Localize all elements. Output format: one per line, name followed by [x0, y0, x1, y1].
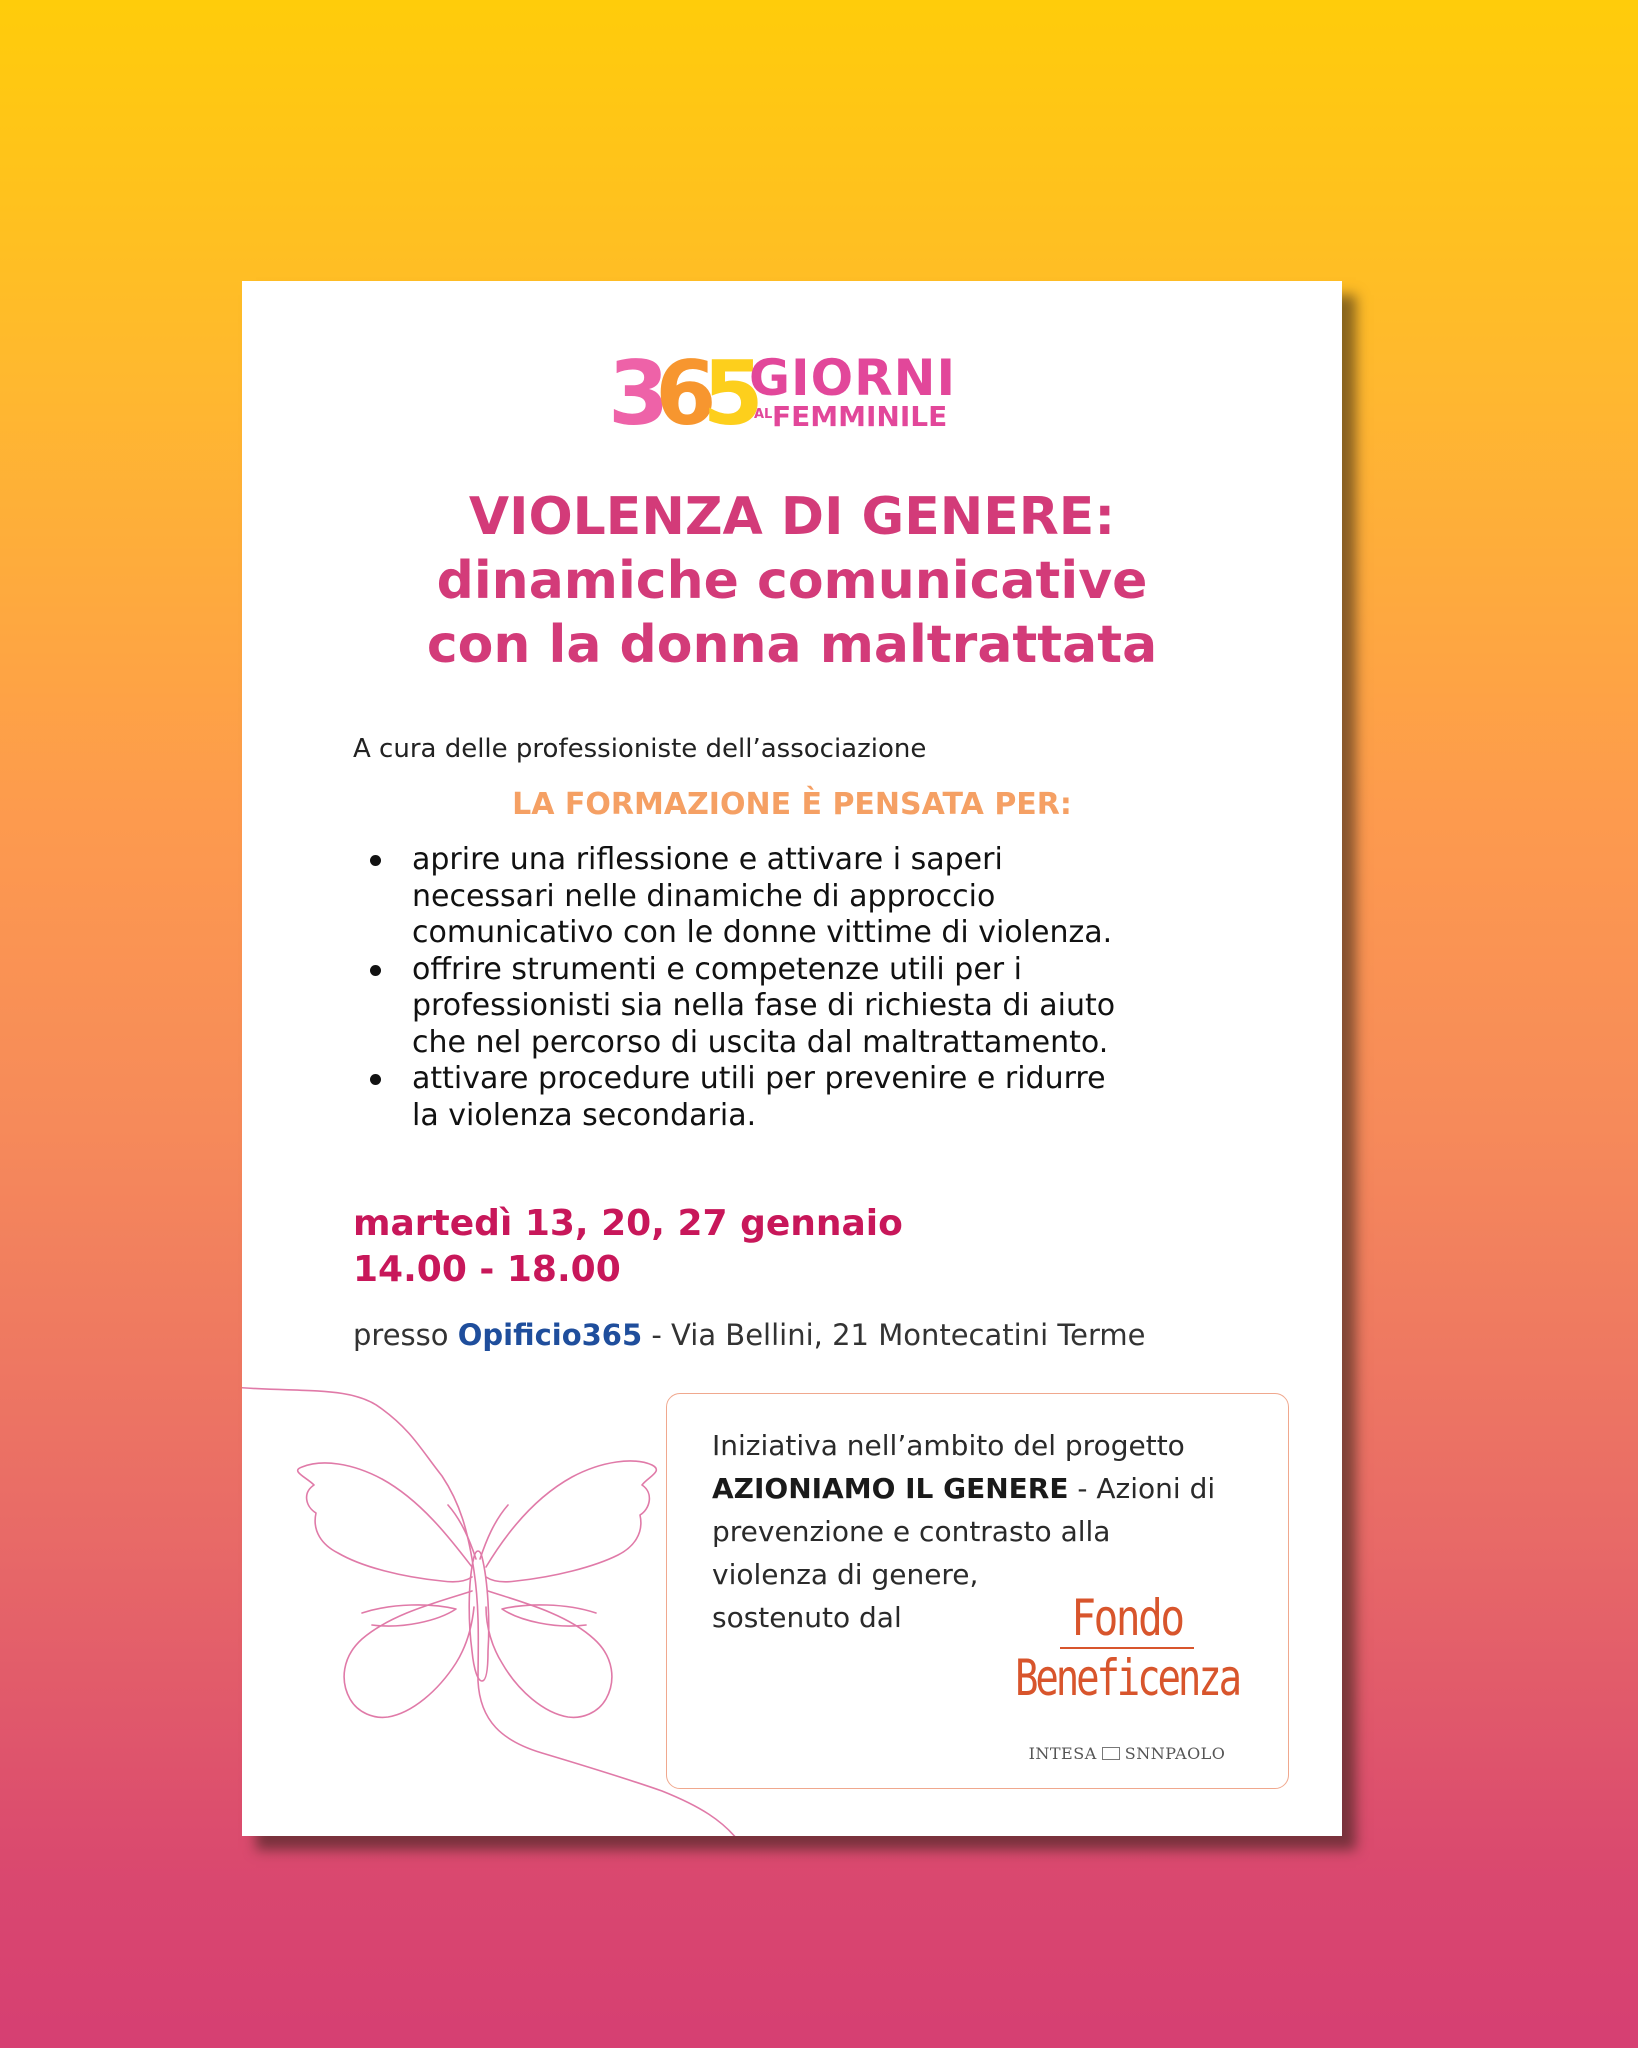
fondo-beneficenza-logo [1007, 1589, 1247, 1707]
venue-place: Opificio365 [457, 1318, 643, 1352]
project-line-2 [712, 1467, 1272, 1510]
logo-365-giorni [608, 344, 978, 444]
event-flyer [242, 281, 1342, 1836]
bullet-icon [370, 965, 381, 976]
logo-word-fondo: Fondo [1071, 1589, 1183, 1647]
project-line-1: Iniziativa nell’ambito del progetto [712, 1429, 1185, 1462]
event-hours: 14.00 - 18.00 [353, 1249, 621, 1290]
logo-word-al: AL [754, 407, 773, 422]
list-item-line: aprire una riflessione e attivare i saperi [412, 842, 1003, 877]
logo-digit-5: 5 [702, 342, 750, 445]
logo-word-giorni: GIORNI [749, 349, 957, 407]
list-item [370, 1061, 1240, 1134]
project-name: AZIONIAMO IL GENERE [712, 1472, 1069, 1505]
event-schedule [353, 1201, 903, 1293]
logo-digit-6: 6 [655, 342, 703, 445]
list-item-line: attivare procedure utili per prevenire e ridurre [412, 1061, 1106, 1096]
project-info-box [666, 1393, 1289, 1789]
flyer-title [242, 485, 1342, 677]
venue-prefix: presso [353, 1318, 449, 1352]
project-line-3: prevenzione e contrasto alla [712, 1515, 1111, 1548]
intesa-sanpaolo-logo [1007, 1744, 1247, 1764]
list-item-line: offrire strumenti e competenze utili per i [412, 951, 1022, 987]
list-item [370, 842, 1240, 952]
list-item [370, 952, 1240, 1062]
logo-word-beneficenza: Beneficenza [1015, 1648, 1239, 1707]
bullet-icon [370, 1074, 381, 1085]
title-line-1: VIOLENZA DI GENERE: [468, 487, 1116, 547]
event-days: martedì 13, 20, 27 gennaio [353, 1203, 903, 1244]
list-item-line: comunicativo con le donne vittime di violenza. [412, 915, 1113, 950]
list-item-line: professionisti sia nella fase di richiesta di aiuto [412, 988, 1116, 1023]
venue-address: - Via Bellini, 21 Montecatini Terme [642, 1318, 1146, 1352]
event-venue [353, 1316, 1146, 1354]
project-line-2-rest: - Azioni di [1068, 1472, 1216, 1505]
objectives-list [370, 842, 1240, 1134]
list-item-line: la violenza secondaria. [412, 1097, 757, 1133]
bullet-icon [370, 855, 381, 866]
list-item-line: che nel percorso di uscita dal maltrattamento. [412, 1024, 1109, 1060]
project-line-5: sostenuto dal [712, 1601, 902, 1634]
title-line-3: con la donna maltrattata [426, 615, 1158, 675]
list-item-line: necessari nelle dinamiche di approccio [412, 878, 996, 914]
bank-name-2: SNNPAOLO [1124, 1744, 1226, 1763]
formation-heading: LA FORMAZIONE È PENSATA PER: [512, 787, 1072, 822]
bank-emblem-icon [1102, 1747, 1120, 1760]
title-line-2: dinamiche comunicative [436, 551, 1148, 611]
logo-digits [608, 344, 750, 444]
curator-text: A cura delle professioniste dell’associazione [353, 734, 927, 764]
logo-word-femminile: FEMMINILE [772, 400, 948, 433]
bank-name-1: INTESA [1028, 1744, 1097, 1763]
project-line-4: violenza di genere, [712, 1558, 979, 1591]
logo-digit-3: 3 [608, 342, 656, 445]
